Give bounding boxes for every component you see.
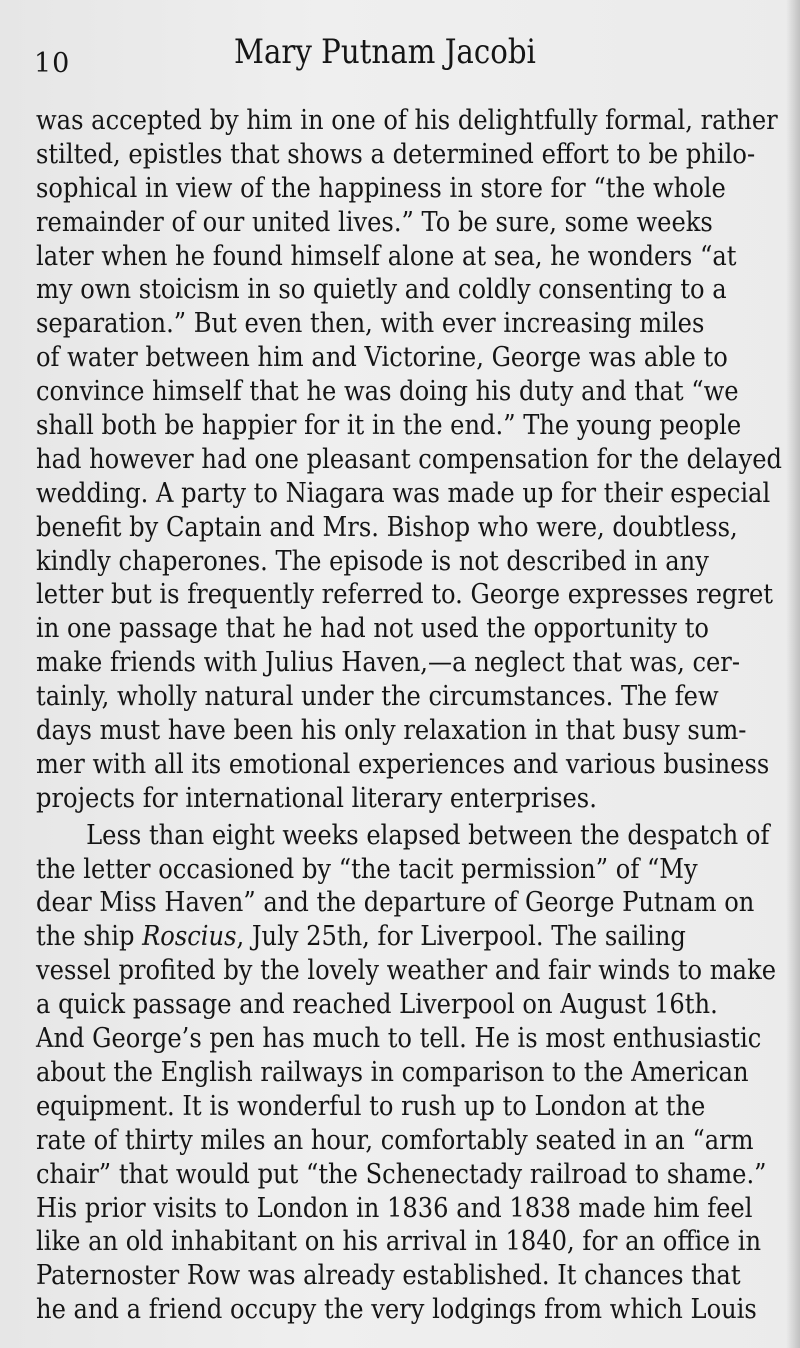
body-text (36, 104, 782, 1327)
text-line (36, 920, 689, 954)
page-header (34, 30, 764, 90)
text-line: the letter occasioned by “the tacit permission” of “My (36, 853, 698, 885)
text-line: equipment. It is wonderful to rush up to London at the (36, 1090, 706, 1122)
text-line: about the English railways in comparison to the American (36, 1056, 749, 1088)
text-line: sophical in view of the happiness in store for “the whole (36, 172, 726, 204)
text-line: was accepted by him in one of his delightfully formal, rather (36, 105, 778, 136)
text-line: of water between him and Victorine, George was able to (36, 342, 728, 374)
text-line: benefit by Captain and Mrs. Bishop who were, doubtless, (36, 511, 738, 543)
text-line: mer with all its emotional experiences and various business (36, 748, 770, 780)
text-line: later when he found himself alone at sea, he wonders “at (36, 240, 737, 272)
ship-name: Roscius (142, 921, 237, 953)
text-run: , July 25th, for Liverpool. The sailing (236, 921, 686, 953)
page-edge-shadow (786, 0, 800, 1348)
text-line: dear Miss Haven” and the departure of George Putnam on (36, 887, 755, 919)
text-line: vessel profited by the lovely weather and fair winds to make (36, 955, 777, 987)
text-line: And George’s pen has much to tell. He is most enthusiastic (36, 1023, 762, 1055)
text-line: kindly chaperones. The episode is not described in any (36, 545, 709, 577)
page-number: 10 (34, 48, 71, 79)
running-title: Mary Putnam Jacobi (234, 32, 536, 72)
text-line: a quick passage and reached Liverpool on August 16th. (36, 989, 718, 1021)
text-line: in one passage that he had not used the opportunity to (36, 613, 709, 645)
text-line: Paternoster Row was already established. It chances that (36, 1260, 741, 1292)
text-line: remainder of our united lives.” To be sure, some weeks (36, 206, 713, 238)
text-line: wedding. A party to Niagara was made up for their especial (36, 477, 771, 509)
text-line: he and a friend occupy the very lodgings from which Louis (36, 1294, 757, 1326)
text-line: His prior visits to London in 1836 and 1838 made him feel (36, 1192, 753, 1224)
text-line: convince himself that he was doing his duty and that “we (36, 376, 739, 408)
text-line: tainly, wholly natural under the circumstances. The few (36, 681, 719, 713)
text-line: like an old inhabitant on his arrival in 1840, for an office in (36, 1226, 762, 1258)
text-line: had however had one pleasant compensation for the delayed (36, 443, 782, 475)
text-line: projects for international literary enterprises. (36, 782, 597, 814)
text-line: make friends with Julius Haven,—a neglect that was, cer- (36, 647, 741, 679)
paragraph-first-line: Less than eight weeks elapsed between the despatch of (86, 819, 770, 851)
text-run: the ship (36, 921, 143, 953)
text-line: separation.” But even then, with ever increasing miles (36, 308, 705, 340)
text-line: rate of thirty miles an hour, comfortably seated in an “arm (36, 1124, 754, 1156)
text-line: chair” that would put “the Schenectady railroad to shame.” (36, 1158, 767, 1190)
text-line: days must have been his only relaxation in that busy sum- (36, 715, 747, 747)
text-line: letter but is frequently referred to. George expresses regret (36, 579, 774, 611)
text-line: my own stoicism in so quietly and coldly consenting to a (36, 274, 727, 306)
text-line: shall both be happier for it in the end.” The young people (36, 410, 742, 442)
text-line: stilted, epistles that shows a determined effort to be philo- (36, 138, 756, 170)
